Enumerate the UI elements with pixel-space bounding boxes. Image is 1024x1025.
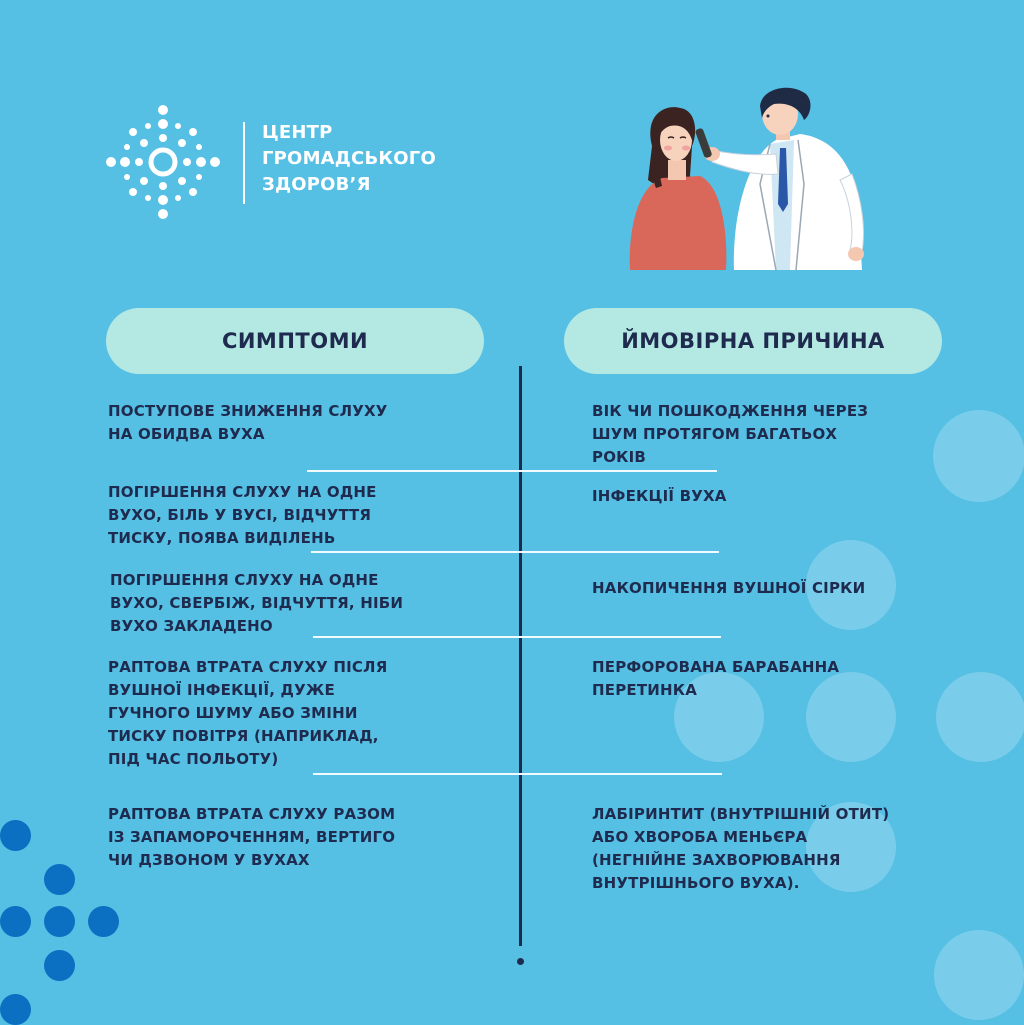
symptom-cell (110, 569, 403, 638)
decor-circle (936, 672, 1024, 762)
cause-cell (592, 400, 868, 469)
cause-line: ПЕРЕТИНКА (592, 681, 698, 699)
cause-line: ВНУТРІШНЬОГО ВУХА). (592, 874, 800, 892)
cause-line: АБО ХВОРОБА МЕНЬЄРА (592, 828, 808, 846)
symptom-line: ВУХО, БІЛЬ У ВУСІ, ВІДЧУТТЯ (108, 506, 372, 524)
cause-cell (592, 656, 839, 702)
symptom-cell (108, 400, 388, 446)
symptom-line: ПОГІРШЕННЯ СЛУХУ НА ОДНЕ (108, 483, 377, 501)
decor-dot (44, 906, 75, 937)
logo-mark-icon (104, 102, 222, 222)
cause-line: (НЕГНІЙНЕ ЗАХВОРЮВАННЯ (592, 851, 841, 869)
symptom-line: ПОГІРШЕННЯ СЛУХУ НА ОДНЕ (110, 571, 379, 589)
decor-dot (44, 950, 75, 981)
symptom-line: ТИСКУ, ПОЯВА ВИДІЛЕНЬ (108, 529, 336, 547)
decor-dot (44, 864, 75, 895)
decor-dot (0, 994, 31, 1025)
symptom-cell (108, 803, 395, 872)
symptom-line: ПІД ЧАС ПОЛЬОТУ) (108, 750, 279, 768)
logo-line: ЗДОРОВ’Я (262, 174, 371, 195)
decor-dot (88, 906, 119, 937)
decor-dot (0, 906, 31, 937)
header-symptoms: СИМПТОМИ (106, 308, 484, 374)
logo-text (262, 120, 436, 198)
symptom-line: РАПТОВА ВТРАТА СЛУХУ РАЗОМ (108, 805, 396, 823)
logo-separator (243, 122, 245, 204)
cause-line: РОКІВ (592, 448, 647, 466)
cause-cell (592, 485, 727, 508)
symptom-line: ГУЧНОГО ШУМУ АБО ЗМІНИ (108, 704, 358, 722)
logo-line: ГРОМАДСЬКОГО (262, 148, 436, 169)
cause-cell (592, 803, 889, 895)
decor-dot (0, 820, 31, 851)
symptom-line: НА ОБИДВА ВУХА (108, 425, 265, 443)
symptom-line: ТИСКУ ПОВІТРЯ (НАПРИКЛАД, (108, 727, 379, 745)
decor-circle (934, 930, 1024, 1020)
symptom-cell (108, 481, 377, 550)
cause-line: ІНФЕКЦІЇ ВУХА (592, 487, 727, 505)
cause-cell (592, 577, 865, 600)
symptom-line: ВУХО, СВЕРБІЖ, ВІДЧУТТЯ, НІБИ (110, 594, 404, 612)
row-separator (307, 470, 717, 472)
cause-line: ЛАБІРИНТИТ (ВНУТРІШНІЙ ОТИТ) (592, 805, 890, 823)
center-divider-dot (517, 958, 524, 965)
symptom-line: ВУХО ЗАКЛАДЕНО (110, 617, 273, 635)
symptom-line: ПОСТУПОВЕ ЗНИЖЕННЯ СЛУХУ (108, 402, 388, 420)
cause-line: ВІК ЧИ ПОШКОДЖЕННЯ ЧЕРЕЗ (592, 402, 869, 420)
symptom-line: РАПТОВА ВТРАТА СЛУХУ ПІСЛЯ (108, 658, 388, 676)
cause-line: ПЕРФОРОВАНА БАРАБАННА (592, 658, 840, 676)
row-separator (311, 551, 719, 553)
symptom-cell (108, 656, 387, 771)
logo-line: ЦЕНТР (262, 122, 333, 143)
cause-line: ШУМ ПРОТЯГОМ БАГАТЬОХ (592, 425, 838, 443)
row-separator (313, 773, 722, 775)
symptom-line: ВУШНОЇ ІНФЕКЦІЇ, ДУЖЕ (108, 681, 335, 699)
symptom-line: ЧИ ДЗВОНОМ У ВУХАХ (108, 851, 310, 869)
symptom-line: ІЗ ЗАПАМОРОЧЕННЯМ, ВЕРТИГО (108, 828, 396, 846)
doctor-patient-illustration (600, 84, 890, 276)
decor-circle (933, 410, 1024, 502)
center-divider (519, 366, 522, 946)
header-cause: ЙМОВІРНА ПРИЧИНА (564, 308, 942, 374)
cause-line: НАКОПИЧЕННЯ ВУШНОЇ СІРКИ (592, 579, 866, 597)
